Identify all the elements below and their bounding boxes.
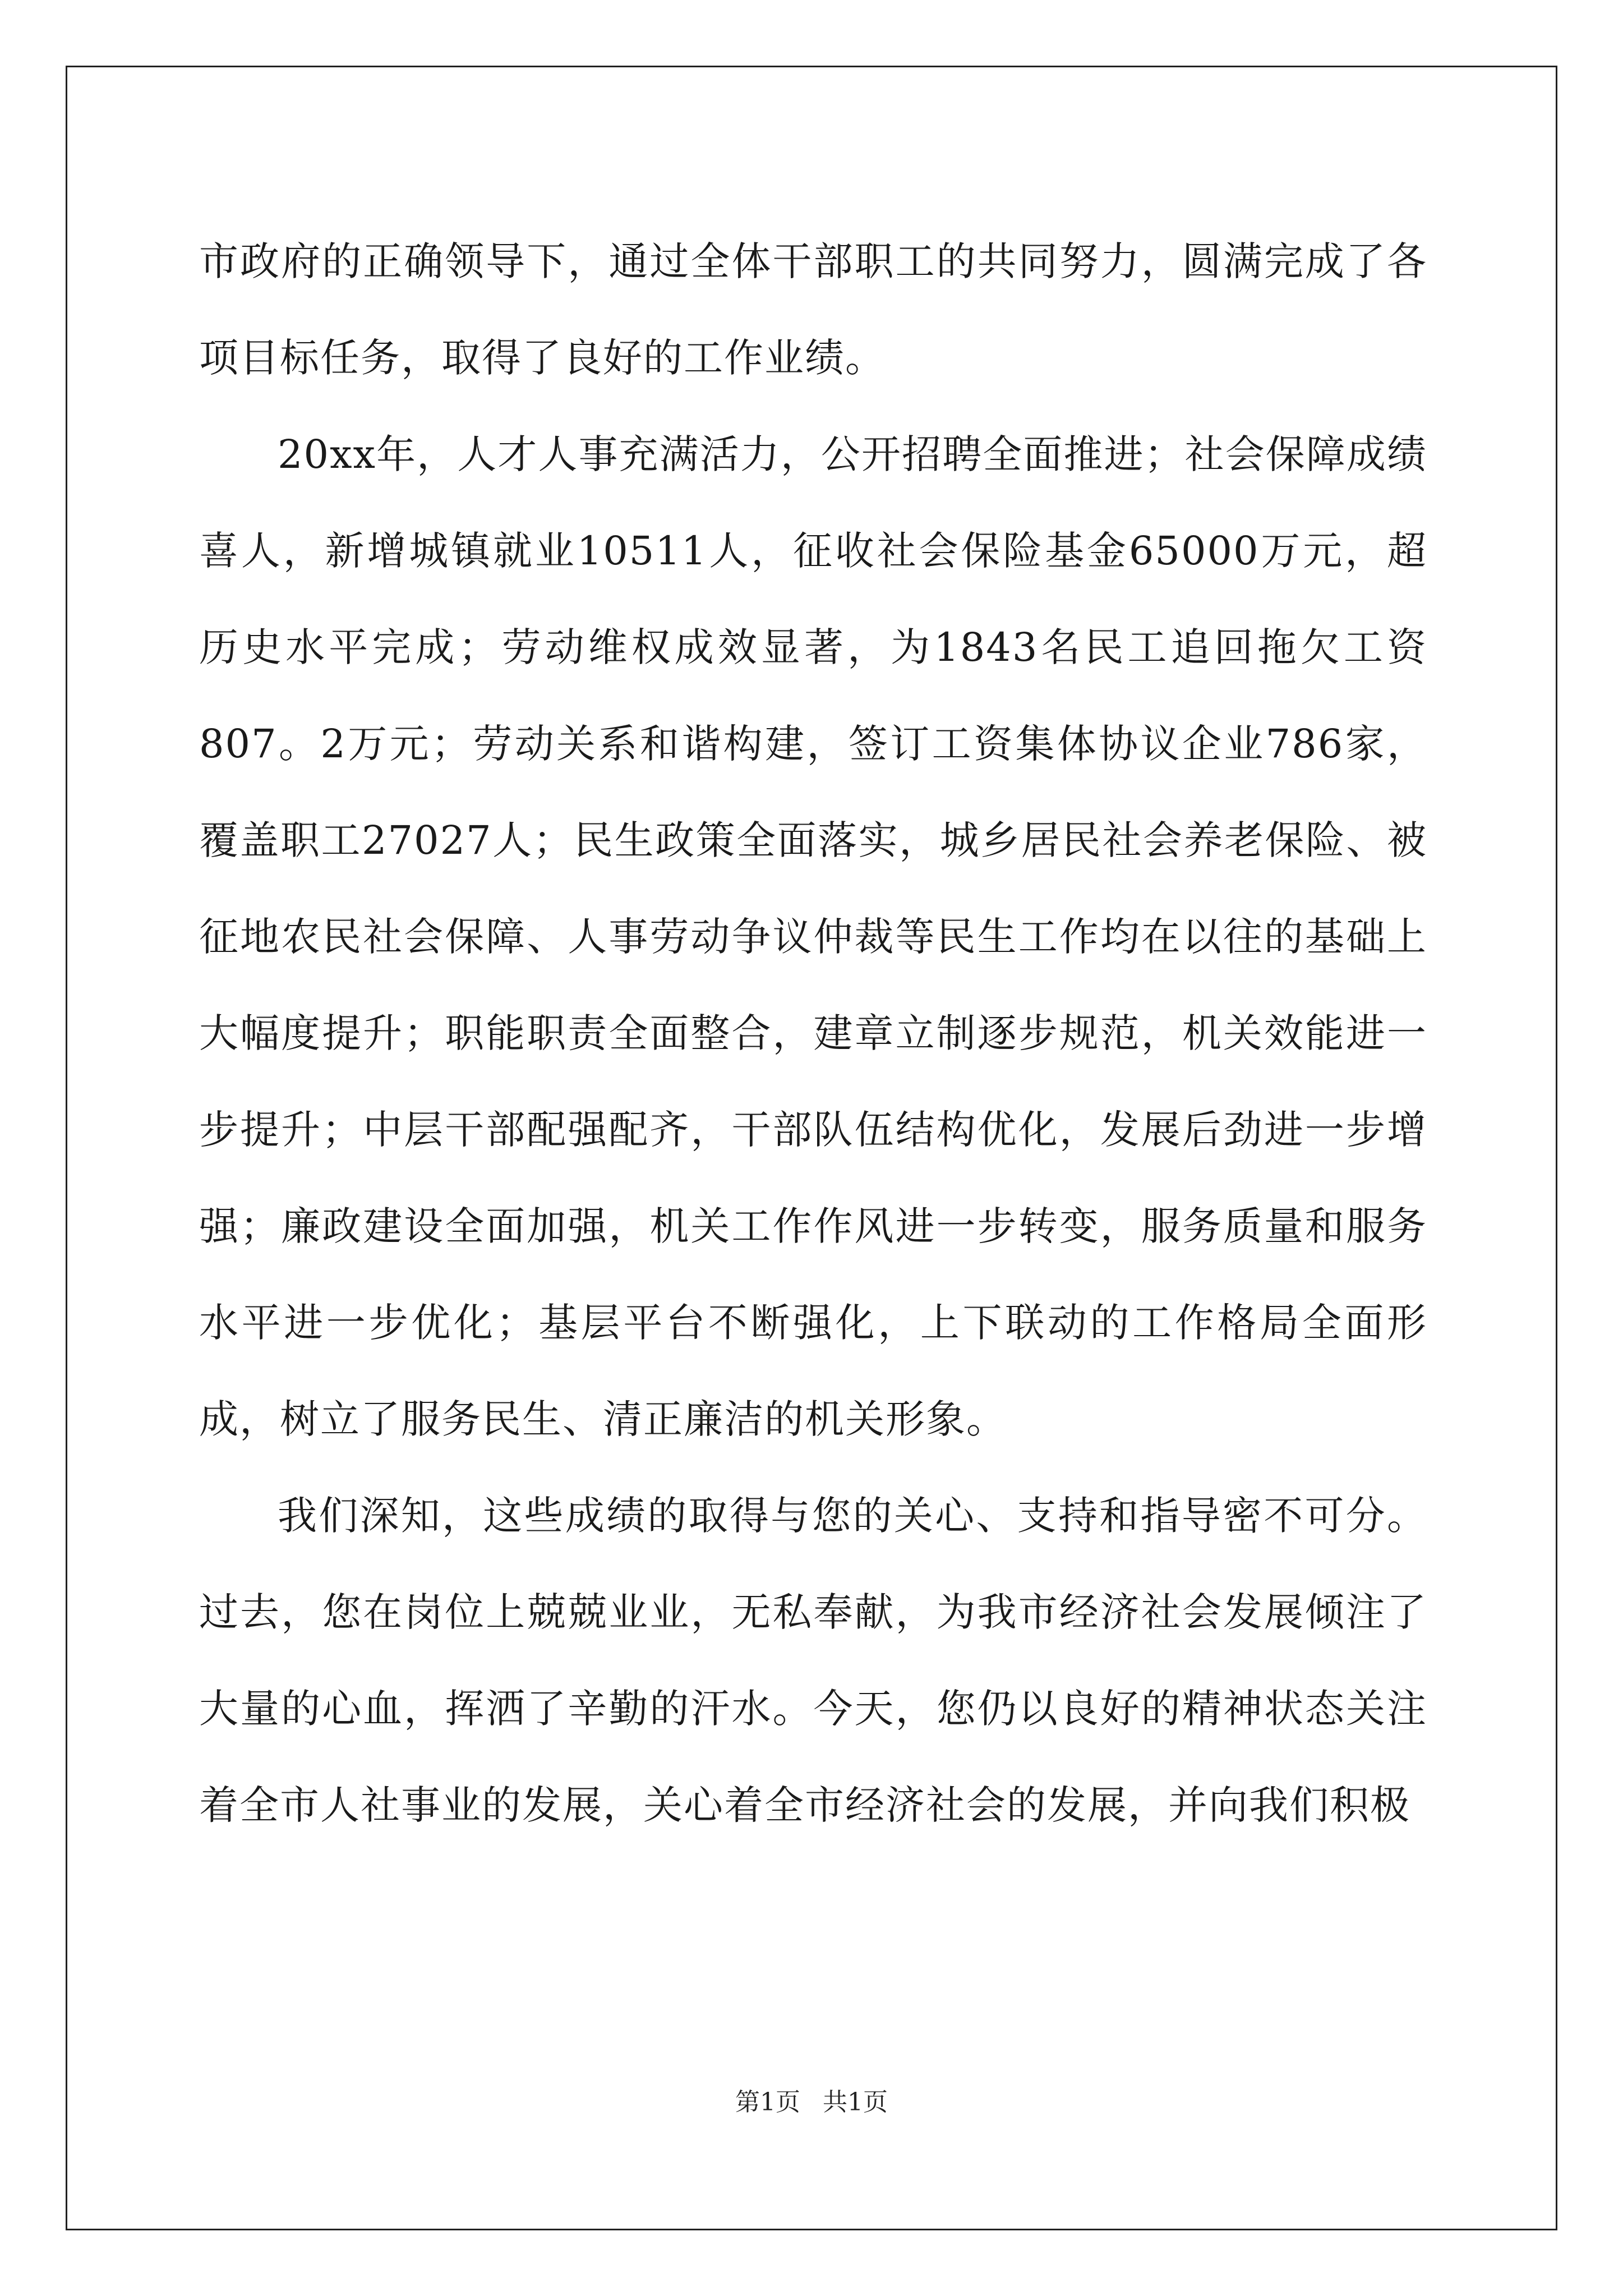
paragraph-3: 我们深知，这些成绩的取得与您的关心、支持和指导密不可分。过去，您在岗位上兢兢业业，无私奉献，为我市经济社会发展倾注了大量的心血，挥洒了辛勤的汗水。今天，您仍以良好的精神状态关注着全市人社事业的发展，关心着全市经济社会的发展，并向我们积极: [199, 1493, 1427, 1828]
paragraph-1: 市政府的正确领导下，通过全体干部职工的共同努力，圆满完成了各项目标任务，取得了良好的工作业绩。: [199, 238, 1427, 381]
page-total: 共1页: [823, 2088, 888, 2116]
paragraph-2: 20xx年，人才人事充满活力，公开招聘全面推进；社会保障成绩喜人，新增城镇就业10511人，征收社会保险基金65000万元，超历史水平完成；劳动维权成效显著，为1843名民工追回拖欠工资807。2万元；劳动关系和谐构建，签订工资集体协议企业786家，覆盖职工27027人；民生政策全面落实，城乡居民社会养老保险、被征地农民社会保障、人事劳动争议仲裁等民生工作均在以往的基础上大幅度提升；职能职责全面整合，建章立制逐步规范，机关效能进一步提升；中层干部配强配齐，干部队伍结构优化，发展后劲进一步增强；廉政建设全面加强，机关工作作风进一步转变，服务质量和服务水平进一步优化；基层平台不断强化，上下联动的工作格局全面形成，树立了服务民生、清正廉洁的机关形象。: [199, 431, 1427, 1442]
page-footer: [0, 2086, 1623, 2119]
document-body: [199, 213, 1427, 1853]
page-number: 第1页: [735, 2088, 800, 2116]
